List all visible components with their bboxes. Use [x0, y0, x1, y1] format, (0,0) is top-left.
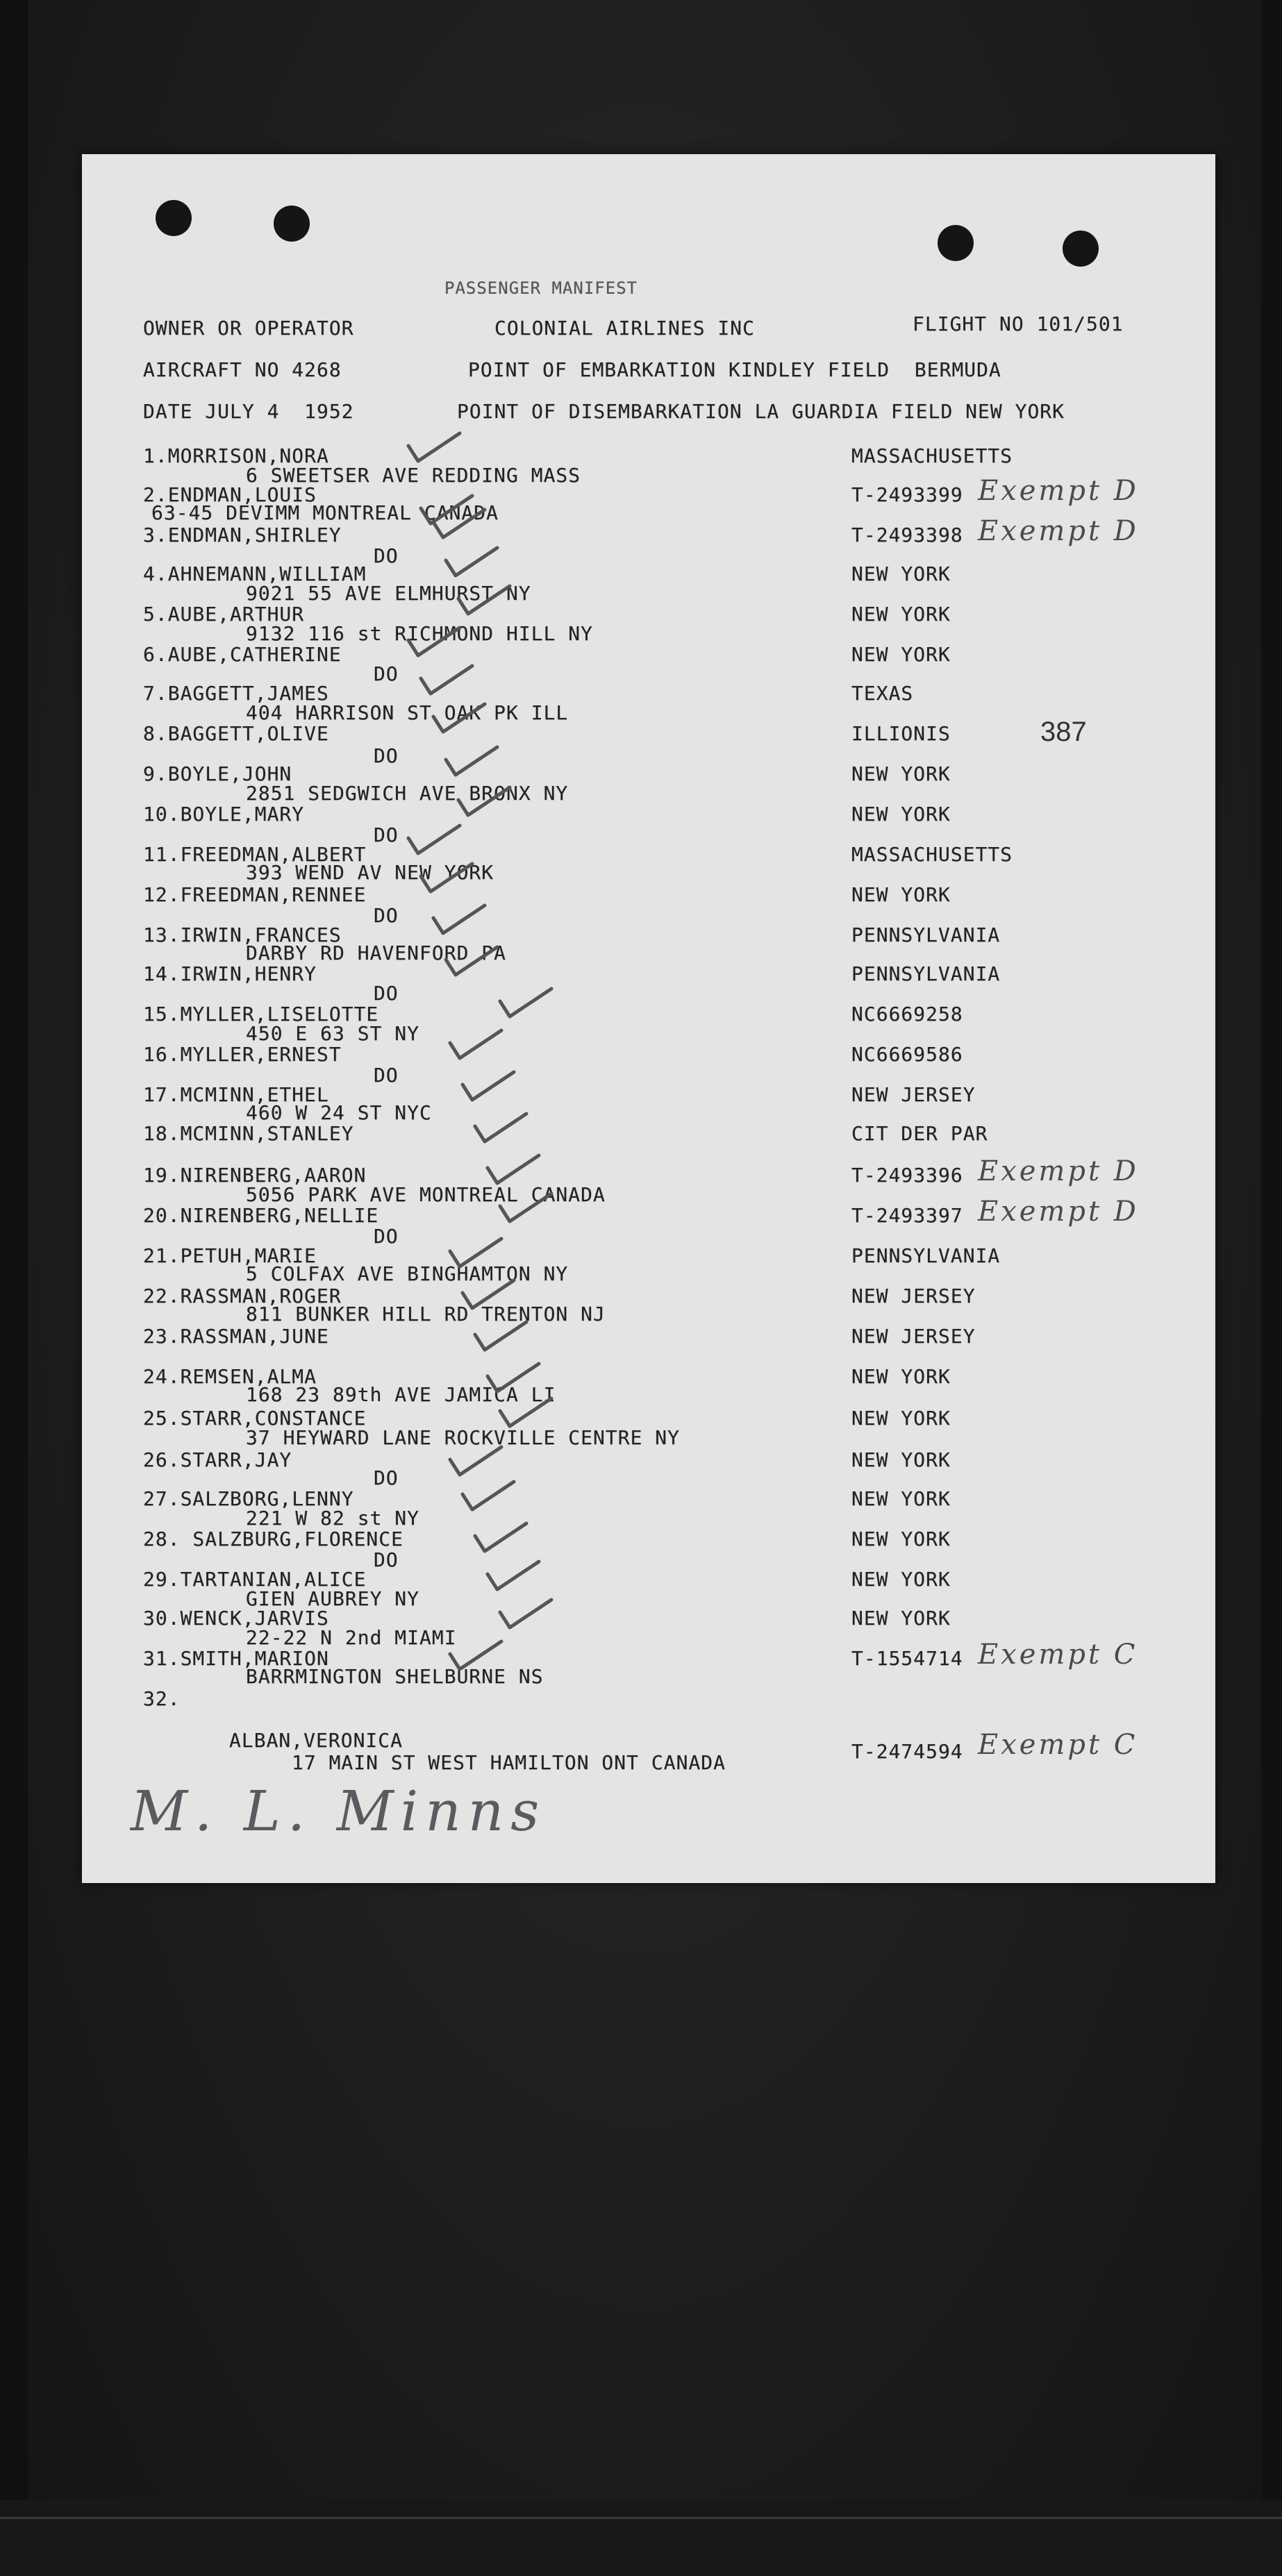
- passenger-address: DO: [374, 662, 399, 685]
- passenger-address: DO: [374, 1225, 399, 1248]
- checkmark-mark: [488, 1155, 539, 1183]
- exempt-note: Exempt D: [978, 1196, 1139, 1228]
- passenger-name: 11.FREEDMAN,ALBERT: [143, 843, 367, 866]
- checkmark-mark: [421, 496, 472, 524]
- flight-number: FLIGHT NO 101/501: [913, 312, 1124, 335]
- operator-name: COLONIAL AIRLINES INC: [494, 317, 756, 340]
- checkmark-mark: [421, 666, 472, 694]
- passenger-status: CIT DER PAR: [851, 1122, 988, 1145]
- passenger-address: DARBY RD HAVENFORD PA: [246, 942, 507, 964]
- passenger-name: 32.: [143, 1687, 181, 1710]
- passenger-address: 9021 55 AVE ELMHURST NY: [246, 582, 531, 605]
- checkmark-mark: [458, 787, 510, 815]
- checkmark-mark: [500, 1600, 551, 1628]
- passenger-status: MASSACHUSETTS: [851, 444, 1013, 467]
- passenger-address: 393 WEND AV NEW YORK: [246, 861, 494, 884]
- checkmark-mark: [433, 704, 485, 732]
- passenger-address: DO: [374, 1064, 399, 1087]
- passenger-status: NEW YORK: [851, 1568, 951, 1591]
- passenger-name: 8.BAGGETT,OLIVE: [143, 722, 329, 745]
- passenger-name: 12.FREEDMAN,RENNEE: [143, 883, 367, 906]
- passenger-status: PENNSYLVANIA: [851, 923, 1001, 946]
- passenger-name: 4.AHNEMANN,WILLIAM: [143, 562, 367, 585]
- passenger-name: 9.BOYLE,JOHN: [143, 762, 292, 785]
- checkmark-mark: [433, 905, 485, 933]
- passenger-address: 460 W 24 ST NYC: [246, 1101, 432, 1124]
- passenger-name: 28. SALZBURG,FLORENCE: [143, 1528, 404, 1550]
- passenger-status: T-2493399: [851, 483, 963, 506]
- passenger-address: DO: [374, 823, 399, 846]
- checkmark-mark: [463, 1482, 514, 1509]
- passenger-status: ILLIONIS: [851, 722, 951, 745]
- passenger-name: 13.IRWIN,FRANCES: [143, 923, 342, 946]
- passenger-status: NEW JERSEY: [851, 1325, 976, 1348]
- passenger-name: 2.ENDMAN,LOUIS: [143, 483, 317, 506]
- passenger-address: 6 SWEETSER AVE REDDING MASS: [246, 464, 581, 487]
- passenger-name: 23.RASSMAN,JUNE: [143, 1325, 329, 1348]
- passenger-status: NEW YORK: [851, 643, 951, 666]
- checkmark-mark: [488, 1562, 539, 1589]
- passenger-address: DO: [374, 982, 399, 1005]
- passenger-name: 27.SALZBORG,LENNY: [143, 1487, 354, 1510]
- exempt-note: Exempt C: [978, 1729, 1138, 1761]
- passenger-name: 30.WENCK,JARVIS: [143, 1607, 329, 1630]
- checkmark-mark: [450, 1239, 501, 1266]
- checkmark-mark: [475, 1322, 526, 1350]
- passenger-name: 18.MCMINN,STANLEY: [143, 1122, 354, 1145]
- passenger-address: 22-22 N 2nd MIAMI: [246, 1626, 457, 1649]
- passenger-address: GIEN AUBREY NY: [246, 1587, 420, 1610]
- checkmark-mark: [475, 1114, 526, 1141]
- exempt-note: Exempt D: [978, 475, 1139, 507]
- checkmark-layer: [82, 154, 1215, 1883]
- passenger-name: 20.NIRENBERG,NELLIE: [143, 1204, 379, 1227]
- passenger-status: NC6669586: [851, 1043, 963, 1066]
- passenger-status: T-2493397: [851, 1204, 963, 1227]
- passenger-address: 9132 116 st RICHMOND HILL NY: [246, 622, 594, 645]
- passenger-address: 5056 PARK AVE MONTREAL CANADA: [246, 1183, 606, 1206]
- passenger-status: T-2493398: [851, 524, 963, 546]
- passenger-status: NEW YORK: [851, 1407, 951, 1430]
- passenger-address: 17 MAIN ST WEST HAMILTON ONT CANADA: [292, 1751, 726, 1774]
- exempt-note: Exempt D: [978, 1155, 1139, 1187]
- passenger-status: MASSACHUSETTS: [851, 843, 1013, 866]
- passenger-address: DO: [374, 1466, 399, 1489]
- disembarkation-point: POINT OF DISEMBARKATION LA GUARDIA FIELD NEW YORK: [457, 400, 1065, 423]
- passenger-status: NEW YORK: [851, 1607, 951, 1630]
- passenger-status: T-1554714: [851, 1647, 963, 1670]
- passenger-name: 19.NIRENBERG,AARON: [143, 1164, 367, 1187]
- passenger-address: DO: [374, 744, 399, 767]
- passenger-address: 2851 SEDGWICH AVE BRONX NY: [246, 782, 569, 805]
- checkmark-mark: [500, 1194, 551, 1221]
- passenger-address: 5 COLFAX AVE BINGHAMTON NY: [246, 1262, 569, 1285]
- exempt-note: Exempt D: [978, 515, 1139, 547]
- passenger-address: 404 HARRISON ST OAK PK ILL: [246, 701, 569, 724]
- passenger-status: PENNSYLVANIA: [851, 1244, 1001, 1267]
- passenger-address: 450 E 63 ST NY: [246, 1022, 420, 1045]
- passenger-name: 1.MORRISON,NORA: [143, 444, 329, 467]
- passenger-address: BARRMINGTON SHELBURNE NS: [246, 1665, 544, 1688]
- passenger-status: NEW YORK: [851, 1448, 951, 1471]
- passenger-status: NEW YORK: [851, 883, 951, 906]
- checkmark-mark: [463, 1072, 514, 1100]
- checkmark-mark: [446, 747, 497, 775]
- passenger-name: 3.ENDMAN,SHIRLEY: [143, 524, 342, 546]
- checkmark-mark: [408, 433, 460, 461]
- passenger-name: 29.TARTANIAN,ALICE: [143, 1568, 367, 1591]
- flight-date: DATE JULY 4 1952: [143, 400, 354, 423]
- film-edge-left: [0, 0, 28, 2576]
- passenger-address: DO: [374, 1548, 399, 1571]
- passenger-status: NC6669258: [851, 1003, 963, 1026]
- passenger-status: TEXAS: [851, 682, 914, 705]
- checkmark-mark: [463, 1280, 514, 1308]
- passenger-status: PENNSYLVANIA: [851, 962, 1001, 985]
- checkmark-mark: [450, 1447, 501, 1475]
- passenger-status: NEW YORK: [851, 562, 951, 585]
- checkmark-mark: [446, 947, 497, 975]
- passenger-address: DO: [374, 544, 399, 567]
- passenger-status: NEW YORK: [851, 803, 951, 826]
- checkmark-mark: [450, 1030, 501, 1058]
- passenger-address: DO: [374, 904, 399, 927]
- passenger-address: 168 23 89th AVE JAMICA LI: [246, 1383, 556, 1406]
- manifest-title: PASSENGER MANIFEST: [444, 278, 638, 298]
- passenger-name: ALBAN,VERONICA: [229, 1729, 403, 1752]
- film-edge-line: [0, 2517, 1282, 2519]
- passenger-name: 21.PETUH,MARIE: [143, 1244, 317, 1267]
- passenger-status: NEW JERSEY: [851, 1285, 976, 1307]
- passenger-name: 25.STARR,CONSTANCE: [143, 1407, 367, 1430]
- checkmark-mark: [446, 548, 497, 576]
- passenger-status: T-2493396: [851, 1164, 963, 1187]
- passenger-name: 26.STARR,JAY: [143, 1448, 292, 1471]
- checkmark-mark: [500, 989, 551, 1017]
- passenger-status: NEW YORK: [851, 762, 951, 785]
- owner-label: OWNER OR OPERATOR: [143, 317, 354, 340]
- passenger-status: NEW JERSEY: [851, 1083, 976, 1106]
- passenger-name: 6.AUBE,CATHERINE: [143, 643, 342, 666]
- passenger-address: 811 BUNKER HILL RD TRENTON NJ: [246, 1303, 606, 1325]
- checkmark-mark: [500, 1398, 551, 1426]
- passenger-name: 22.RASSMAN,ROGER: [143, 1285, 342, 1307]
- checkmark-mark: [408, 628, 460, 655]
- passenger-name: 5.AUBE,ARTHUR: [143, 603, 305, 626]
- checkmark-mark: [475, 1523, 526, 1551]
- manifest-page: [82, 154, 1215, 1883]
- page-number: 387: [1040, 717, 1087, 747]
- film-bottom-strip: [0, 2500, 1282, 2576]
- checkmark-mark: [408, 826, 460, 853]
- passenger-status: NEW YORK: [851, 603, 951, 626]
- passenger-status: NEW YORK: [851, 1365, 951, 1388]
- film-edge-right: [1261, 0, 1282, 2576]
- passenger-status: NEW YORK: [851, 1528, 951, 1550]
- signature: M. L. Minns: [131, 1779, 547, 1843]
- checkmark-mark: [488, 1364, 539, 1391]
- checkmark-mark: [421, 864, 472, 892]
- passenger-address: 63-45 DEVIMM MONTREAL CANADA: [151, 501, 499, 524]
- passenger-name: 10.BOYLE,MARY: [143, 803, 305, 826]
- embarkation-point: POINT OF EMBARKATION KINDLEY FIELD BERMUDA: [468, 358, 1001, 381]
- passenger-name: 17.MCMINN,ETHEL: [143, 1083, 329, 1106]
- exempt-note: Exempt C: [978, 1639, 1138, 1671]
- passenger-name: 16.MYLLER,ERNEST: [143, 1043, 342, 1066]
- passenger-name: 31.SMITH,MARION: [143, 1647, 329, 1670]
- passenger-status: T-2474594: [851, 1740, 963, 1763]
- passenger-status: NEW YORK: [851, 1487, 951, 1510]
- passenger-address: 37 HEYWARD LANE ROCKVILLE CENTRE NY: [246, 1426, 681, 1449]
- passenger-name: 24.REMSEN,ALMA: [143, 1365, 317, 1388]
- checkmark-mark: [458, 586, 510, 614]
- passenger-name: 15.MYLLER,LISELOTTE: [143, 1003, 379, 1026]
- checkmark-mark: [433, 510, 485, 537]
- passenger-name: 7.BAGGETT,JAMES: [143, 682, 329, 705]
- checkmark-mark: [450, 1641, 501, 1669]
- passenger-address: 221 W 82 st NY: [246, 1507, 420, 1530]
- aircraft-number: AIRCRAFT NO 4268: [143, 358, 342, 381]
- passenger-name: 14.IRWIN,HENRY: [143, 962, 317, 985]
